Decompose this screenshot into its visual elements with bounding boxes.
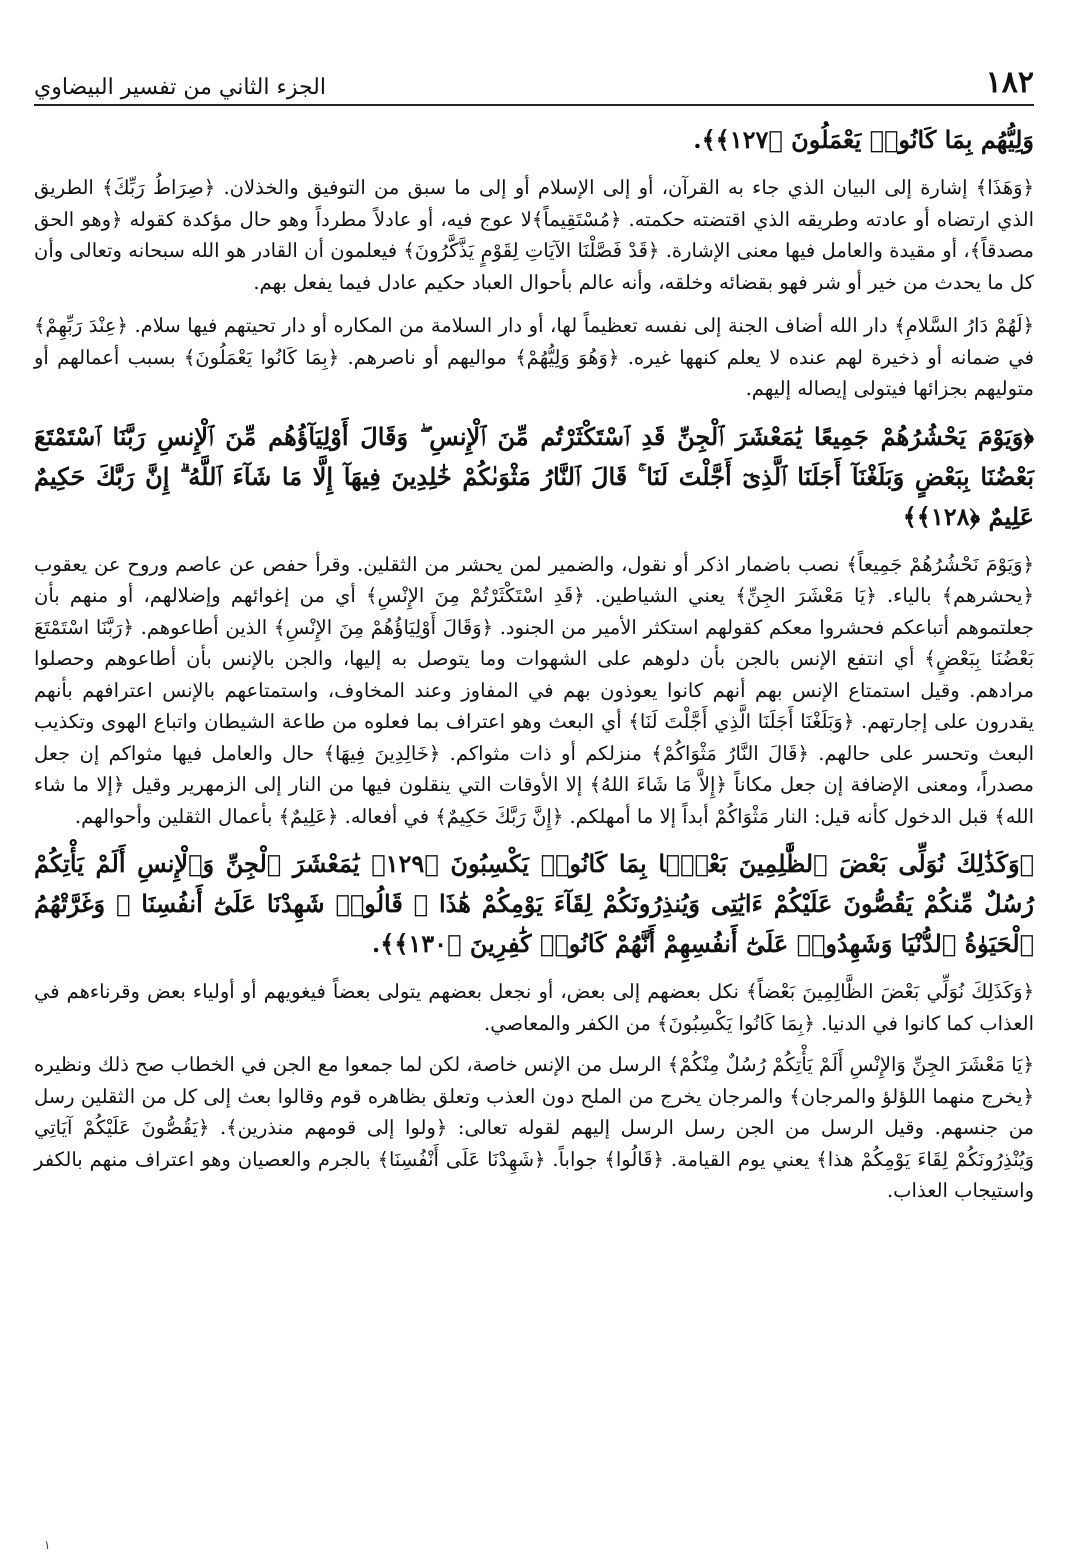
commentary-paragraph: ﴿لَهُمْ دَارُ السَّلامِ﴾ دار الله أضاف الجنة إلى نفسه تعظيماً لها، أو دار السلامة من المكاره أو دار تحيتهم فيها سلام. ﴿عِنْدَ رَبِّهِمْ﴾ في ضمانه أو ذخيرة لهم عنده لا يعلم كنهها غيره. ﴿وَهُوَ وَلِيُّهُمْ﴾ مواليهم أو ناصرهم. ﴿بِمَا كَانُوا يَعْمَلُونَ﴾ بسبب أعمالهم أو متوليهم بجزائها فيتولى إيصاله إليهم. xyxy=(34,314,1034,400)
corner-mark: ١ xyxy=(44,1538,51,1552)
commentary-paragraph: ﴿وَيَوْمَ نَحْشُرُهُمْ جَمِيعاً﴾ نصب باضمار اذكر أو نقول، والضمير لمن يحشر من الثقلين. وقرأ حفص عن عاصم وروح عن يعقوب ﴿يحشرهم﴾ بالياء. ﴿يَا مَعْشَرَ الجِنِّ﴾ يعني الشياطين. ﴿قَدِ اسْتَكْثَرْتُمْ مِنَ الإِنْسِ﴾ أي من إغوائهم وإضلالهم، أو منهم بأن جعلتموهم أتباعكم فحشروا معكم كقولهم استكثر الأمير من الجنود. ﴿وَقَالَ أَوْلِيَاؤُهُمْ مِنَ الإِنْسِ﴾ الذين أطاعوهم. ﴿رَبَّنَا اسْتَمْتَعَ بَعْضُنَا بِبَعْضٍ﴾ أي انتفع الإنس بالجن بأن دلوهم على الشهوات وما يتوصل به إليها، والجن بالإنس بأن أطاعوهم وحصلوا مرادهم. وقيل استمتاع الإنس بهم أنهم كانوا يعوذون بهم في المفاوز وعند المخاوف، واستمتاعهم بالإنس اعترافهم بأنهم يقدرون على إجارتهم. ﴿وَبَلَغْنَا أَجَلَنَا الَّذِي أَجَّلْتَ لَنَا﴾ أي البعث وهو اعتراف بما فعلوه من طاعة الشيطان واتباع الهوى وتكذيب البعث وتحسر على حالهم. ﴿قَالَ النَّارُ مَثْوَاكُمْ﴾ منزلكم أو ذات مثواكم. ﴿خَالِدِينَ فِيهَا﴾ حال والعامل فيها مثواكم إن جعل مصدراً، ومعنى الإضافة إن جعل مكاناً ﴿إِلاَّ مَا شَاءَ اللهُ﴾ إلا الأوقات التي ينقلون فيها من النار إلى الزمهرير وقيل ﴿إلا ما شاء الله﴾ قبل الدخول كأنه قيل: النار مَثْوَاكُمْ أبداً إلا ما أمهلكم. ﴿إِنَّ رَبَّكَ حَكِيمٌ﴾ في أفعاله. ﴿عَلِيمٌ﴾ بأعمال الثقلين وأحوالهم. xyxy=(34,552,1034,828)
quran-verse-block: وَلِيُّهُم بِمَا كَانُوا۟ يَعْمَلُونَ ﴿١٢٧﴾﴾. xyxy=(693,125,1034,154)
quran-verse-block: ﴿وَكَذَٰلِكَ نُوَلِّى بَعْضَ ٱلظَّٰلِمِينَ بَعْضًۢا بِمَا كَانُوا۟ يَكْسِبُونَ ﴿١٢٩﴾ يَٰمَعْشَرَ ٱلْجِنِّ وَٱلْإِنسِ أَلَمْ يَأْتِكُمْ رُسُلٌ مِّنكُمْ يَقُصُّونَ عَلَيْكُمْ ءَايَٰتِى وَيُنذِرُونَكُمْ لِقَآءَ يَوْمِكُمْ هَٰذَا ۚ قَالُوا۟ شَهِدْنَا عَلَىٰٓ أَنفُسِنَا ۖ وَغَرَّتْهُمُ ٱلْحَيَوٰةُ ٱلدُّنْيَا وَشَهِدُوا۟ عَلَىٰٓ أَنفُسِهِمْ أَنَّهُمْ كَانُوا۟ كَٰفِرِينَ ﴿١٣٠﴾﴾. xyxy=(34,849,1034,958)
running-title: الجزء الثاني من تفسير البيضاوي xyxy=(34,75,326,100)
commentary-paragraph: ﴿يَا مَعْشَرَ الجِنِّ وَالإِنْسِ أَلَمْ يَأْتِكُمْ رُسُلٌ مِنْكُمْ﴾ الرسل من الإنس خاصة، لكن لما جمعوا مع الجن في الخطاب صح ذلك ونظيره ﴿يخرج منهما اللؤلؤ والمرجان﴾ والمرجان يخرج من الملح دون العذب وتعلق بظاهره قوم وقالوا بعث إلى كل من الثقلين رسل من جنسهم. وقيل الرسل من الجن رسل الرسل إليهم لقوله تعالى: ﴿ولوا إلى قومهم منذرين﴾. ﴿يَقُصُّونَ عَلَيْكُمْ آيَاتِي وَيُنْذِرُونَكُمْ لِقَاءَ يَوْمِكُمْ هذا﴾ يعني يوم القيامة. ﴿قَالُوا﴾ جواباً. ﴿شَهِدْنَا عَلَى أَنْفُسِنَا﴾ بالجرم والعصيان وهو اعتراف منهم بالكفر واستيجاب العذاب. xyxy=(34,1053,1035,1202)
page-number: ١٨٢ xyxy=(985,65,1034,100)
page-header xyxy=(34,60,1034,106)
commentary-paragraph: ﴿وَهَذَا﴾ إشارة إلى البيان الذي جاء به القرآن، أو إلى الإسلام أو إلى ما سبق من التوفيق والخذلان. ﴿صِرَاطُ رَبِّكَ﴾ الطريق الذي ارتضاه أو عادته وطريقه الذي اقتضته حكمته. ﴿مُسْتَقِيماً﴾لا عوج فيه، أو عادلاً مطرداً وهو حال مؤكدة كقوله ﴿وهو الحق مصدقاً﴾، أو مقيدة والعامل فيها معنى الإشارة. ﴿قَدْ فَصَّلْنَا الآيَاتِ لِقَوْمٍ يَذَّكَّرُونَ﴾ فيعلمون أن القادر هو الله سبحانه وتعالى وأن كل ما يحدث من خير أو شر فهو بقضائه وخلقه، وأنه عالم بأحوال العباد حكيم عادل فيما يفعل بهم. xyxy=(34,176,1034,294)
page-content xyxy=(34,120,1034,1217)
quran-verse-block: ﴿وَيَوْمَ يَحْشُرُهُمْ جَمِيعًا يَٰمَعْشَرَ ٱلْجِنِّ قَدِ ٱسْتَكْثَرْتُم مِّنَ ٱلْإِنسِ ۖ وَقَالَ أَوْلِيَآؤُهُم مِّنَ ٱلْإِنسِ رَبَّنَا ٱسْتَمْتَعَ بَعْضُنَا بِبَعْضٍ وَبَلَغْنَآ أَجَلَنَا ٱلَّذِىٓ أَجَّلْتَ لَنَا ۚ قَالَ ٱلنَّارُ مَثْوَىٰكُمْ خَٰلِدِينَ فِيهَآ إِلَّا مَا شَآءَ ٱللَّهُ ۗ إِنَّ رَبَّكَ حَكِيمٌ عَلِيمٌ ﴿١٢٨﴾﴾ xyxy=(34,421,1034,531)
commentary-paragraph: ﴿وَكَذَلِكَ نُوَلِّي بَعْضَ الظَّالِمِينَ بَعْضاً﴾ نكل بعضهم إلى بعض، أو نجعل بعضهم يتولى بعضاً فيغويهم أو أولياء بعض وقرناءهم في العذاب كما كانوا في الدنيا. ﴿بِمَا كَانُوا يَكْسِبُونَ﴾ من الكفر والمعاصي. xyxy=(34,980,1034,1035)
